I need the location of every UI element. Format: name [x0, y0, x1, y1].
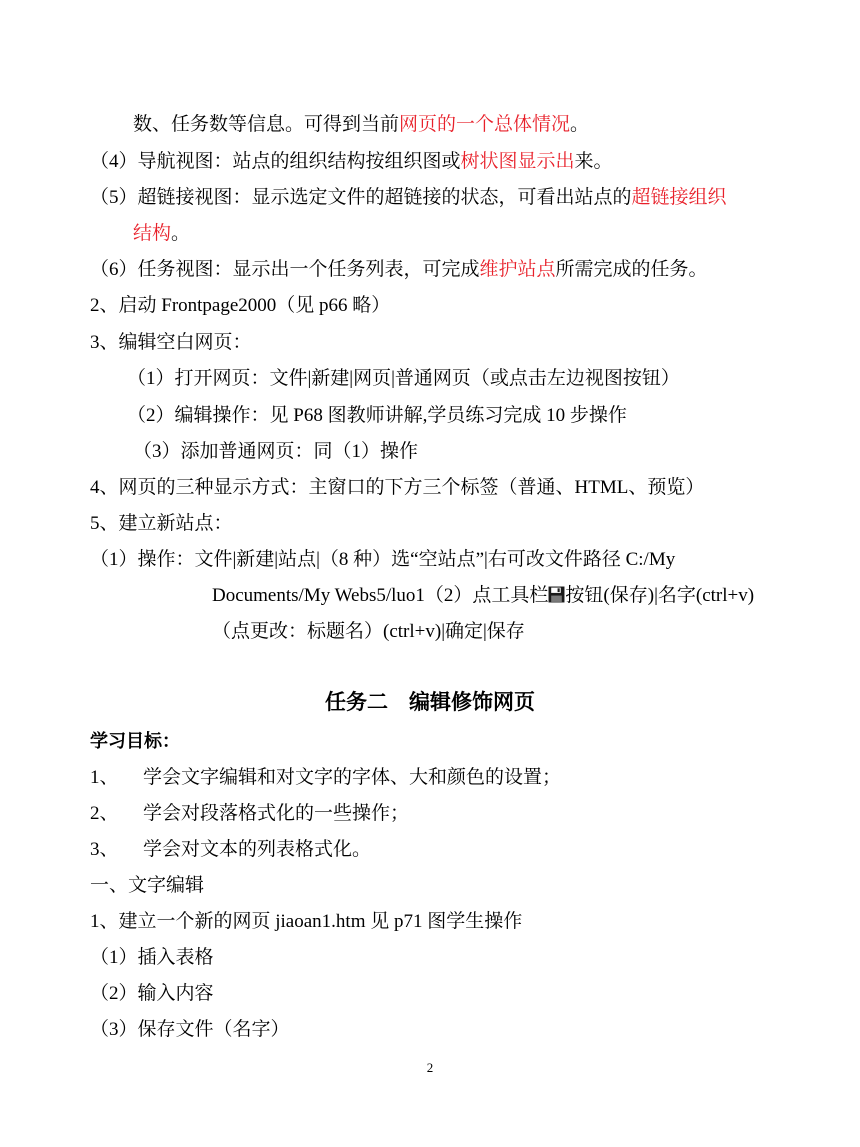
step-launch-frontpage: 2、启动 Frontpage2000（见 p66 略）: [90, 295, 391, 316]
section-substep: （3）保存文件（名字）: [90, 1019, 290, 1040]
item-hyperlink-view-continuation: [133, 222, 190, 246]
text: （5）超链接视图：显示选定文件的超链接的状态，可看出站点的: [90, 187, 632, 208]
paragraph-overview-continuation: [133, 113, 589, 137]
text: （4）导航视图：站点的组织结构按组织图或: [90, 151, 461, 172]
objective-item: [90, 766, 119, 790]
text: Documents/My Webs5/luo1（2）点工具栏: [212, 585, 549, 606]
step-new-site: 5、建立新站点：: [90, 513, 233, 534]
objective-number: 1、: [90, 767, 119, 788]
substep-edit-operation: （2）编辑操作：见 P68 图教师讲解,学员练习完成 10 步操作: [127, 405, 627, 426]
highlight-text: 树状图显示出: [460, 151, 575, 172]
text: 按钮(保存)|名字(ctrl+v): [565, 585, 755, 606]
objective-item-text: 学会对段落格式化的一些操作；: [143, 803, 410, 824]
step-display-modes: 4、网页的三种显示方式：主窗口的下方三个标签（普通、HTML、预览）: [90, 477, 705, 498]
page-number: 2: [426, 1060, 434, 1075]
objective-item-text: 学会文字编辑和对文字的字体、大和颜色的设置；: [143, 767, 562, 788]
text: 来。: [574, 151, 613, 172]
highlight-text: 维护站点: [479, 259, 556, 280]
section-title: 一、文字编辑: [90, 875, 205, 896]
section-step: 1、建立一个新的网页 jiaoan1.htm 见 p71 图学生操作: [90, 911, 523, 932]
text: （6）任务视图：显示出一个任务列表，可完成: [90, 259, 480, 280]
text: 所需完成的任务。: [555, 259, 708, 280]
objective-item: [90, 838, 119, 862]
step-edit-blank-page: 3、编辑空白网页：: [90, 332, 252, 353]
substep-add-page: （3）添加普通网页：同（1）操作: [133, 441, 419, 462]
section-substep: （2）输入内容: [90, 983, 214, 1004]
objectives-title: [90, 730, 180, 754]
objectives-title-text: 学习目标：: [90, 731, 180, 752]
objective-item: [90, 802, 119, 826]
text: 数、任务数等信息。可得到当前: [133, 114, 400, 135]
highlight-text: 网页的一个总体情况: [399, 114, 571, 135]
substep-open-page: （1）打开网页：文件|新建|网页|普通网页（或点击左边视图按钮）: [127, 368, 680, 389]
substep-site-operation-continuation-2: （点更改：标题名）(ctrl+v)|确定|保存: [212, 621, 525, 642]
objective-number: 3、: [90, 839, 119, 860]
substep-site-operation: （1）操作：文件|新建|站点|（8 种）选“空站点”|右可改文件路径 C:/My: [90, 549, 676, 570]
item-task-view: [90, 258, 708, 282]
text: 。: [570, 114, 590, 135]
objective-number: 2、: [90, 803, 119, 824]
floppy-disk-icon: [548, 586, 565, 603]
highlight-text: 超链接组织: [631, 187, 727, 208]
highlight-text: 结构: [133, 223, 172, 244]
objective-item-text: 学会对文本的列表格式化。: [143, 839, 372, 860]
text: 。: [171, 223, 191, 244]
section-heading: 任务二 编辑修饰网页: [325, 690, 535, 714]
substep-site-operation-continuation: [212, 584, 754, 608]
section-substep: （1）插入表格: [90, 947, 214, 968]
item-navigation-view: [90, 150, 613, 174]
item-hyperlink-view: [90, 186, 727, 210]
